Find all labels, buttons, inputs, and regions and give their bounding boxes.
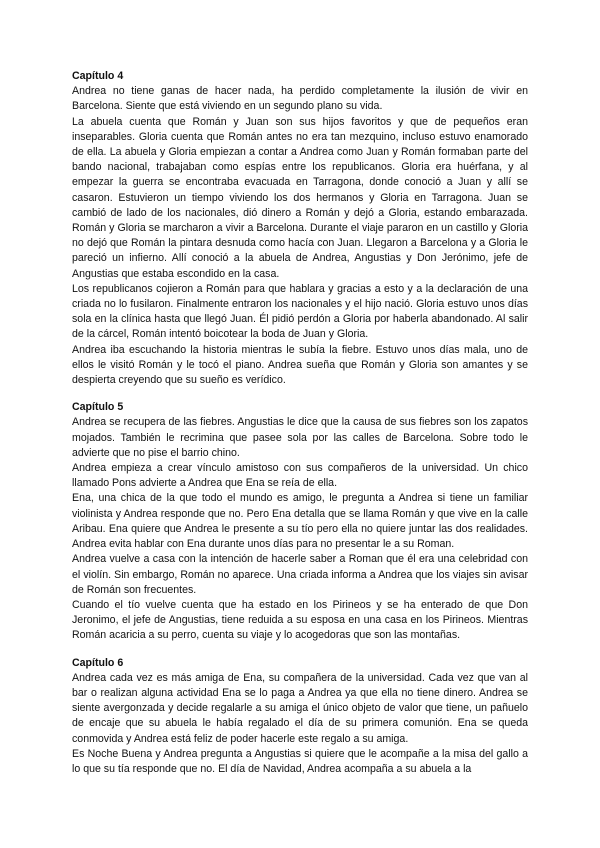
paragraph: Andrea vuelve a casa con la intención de hacerle saber a Roman que él era una celebridad con el violín. Sin embargo, Román no aparece. Una criada informa a Andrea que los viajes sin avisar de Román son frecuentes. (72, 553, 528, 596)
paragraph: Los republicanos cojieron a Román para que hablara y gracias a esto y a la declaración de una criada no lo fusilaron. Finalmente entraron los nacionales y el hijo nació. Gloria estuvo unos días sola en la clínica hasta que llegó Juan. Él pidió perdón a Gloria por haberla abandonado. Al salir de la cárcel, Román intentó boicotear la boda de Juan y Gloria. (72, 282, 528, 341)
paragraph: Cuando el tío vuelve cuenta que ha estado en los Pirineos y se ha enterado de que Don Jeronimo, el jefe de Angustias, tiene reduida a su esposa en una casa en los Pirineos. Mientras Román acaricia a su perro, cuenta su viaje y lo acogedoras que son las montañas. (72, 598, 528, 642)
document-body (72, 69, 528, 789)
paragraph: La abuela cuenta que Román y Juan son sus hijos favoritos y que de pequeños eran inseparables. Gloria cuenta que Román antes no era tan mezquino, incluso estuvo enamorado de ella. La abuela y Gloria empiezan a contar a Andrea como Juan y Román formaban parte del bando nacional, trabajaban como espías entre los republicanos. Gloria era huérfana, y al empezar la guerra se encontraba evacuada en Tarragona, donde conoció a Juan y allí se casaron. Estuvieron un tiempo viviendo los dos hermanos y Gloria en Tarragona. Juan se cambió de lado de los nacionales, dió dinero a Román y dejó a Gloria, estando embarazada. Román y Gloria se marcharon a vivir a Barcelona. Durante el viaje pararon en un castillo y Gloria no dejó que Román la pintara desnuda como hacía con Juan. Llegaron a Barcelona y a Gloria le pareció un infierno. Allí conoció a la abuela de Andrea, Angustias y Don Jerónimo, jefe de Angustias que estaba escondido en la casa. (72, 115, 528, 280)
paragraph: Andrea se recupera de las fiebres. Angustias le dice que la causa de sus fiebres son los zapatos mojados. También le recrimina que pasee sola por las calles de Barcelona. Sobre todo le advierte que no pise el barrio chino. (72, 416, 528, 459)
paragraph: Andrea iba escuchando la historia mientras le subía la fiebre. Estuvo unos días mala, uno de ellos le visitó Román y le tocó el piano. Andrea sueña que Román y Gloria son amantes y se despierta creyendo que su sueño es verídico. (72, 343, 528, 387)
chapter-heading: Capítulo 4 (72, 70, 124, 82)
chapter-4 (72, 69, 528, 388)
paragraph: Es Noche Buena y Andrea pregunta a Angustias si quiere que le acompañe a la misa del gallo a lo que su tía responde que no. El día de Navidad, Andrea acompaña a su abuela a la (72, 747, 528, 775)
chapter-heading: Capítulo 6 (72, 656, 124, 669)
chapter-6 (72, 656, 528, 778)
paragraph: Andrea cada vez es más amiga de Ena, su compañera de la universidad. Cada vez que van al bar o realizan alguna actividad Ena se lo paga a Andrea ya que ella no tiene dinero. Andrea se siente avergonzada y decide regalarle a su amiga el único objeto de valor que tiene, un pañuelo de encaje que su abuela le había regalado el día de su primera comunión. Ena se queda conmovida y Andrea está feliz de poder hacerle este regalo a su amiga. (72, 671, 528, 745)
paragraph: Ena, una chica de la que todo el mundo es amigo, le pregunta a Andrea si tiene un familiar violinista y Andrea responde que no. Pero Ena detalla que se llama Román y que vive en la calle Aribau. Ena quiere que Andrea le presente a su tío pero ella no quiere juntar las dos realidades. Andrea evita hablar con Ena durante unos días para no presentar le a su Roman. (72, 492, 528, 551)
chapter-heading: Capítulo 5 (72, 401, 124, 414)
chapter-5 (72, 400, 528, 643)
paragraph: Andrea empieza a crear vínculo amistoso con sus compañeros de la universidad. Un chico llamado Pons advierte a Andrea que Ena se reía de ella. (72, 462, 528, 490)
paragraph: Andrea no tiene ganas de hacer nada, ha perdido completamente la ilusión de vivir en Barcelona. Siente que está viviendo en un segundo plano su vida. (72, 85, 528, 113)
